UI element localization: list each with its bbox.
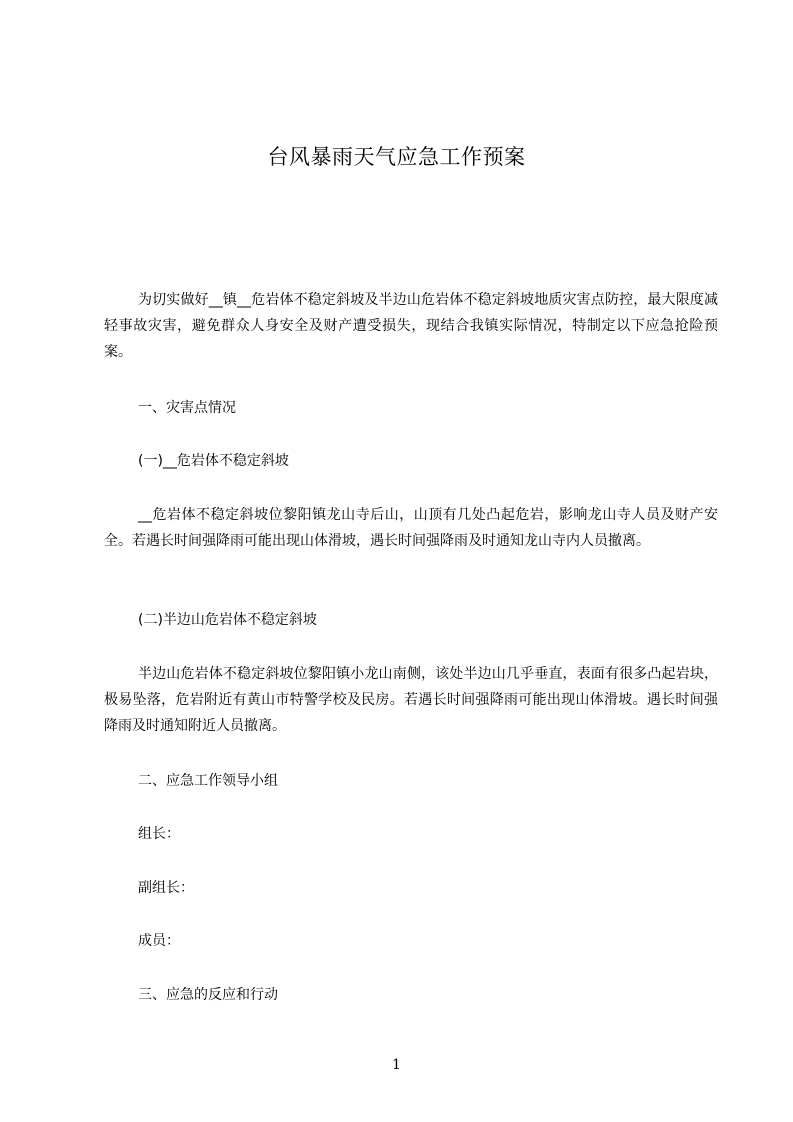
group-leader-line: 组长：: [138, 826, 180, 842]
site-1-description: __危岩体不稳定斜坡位黎阳镇龙山寺后山，山顶有几处凸起危岩，影响龙山寺人员及财产安全。若遇长时间强降雨可能出现山体滑坡，遇长时间强降雨及时通知龙山寺内人员撤离。: [104, 507, 718, 549]
section-heading-emergency-response: 三、应急的反应和行动: [138, 987, 278, 1003]
section-heading-leadership-group: 二、应急工作领导小组: [138, 773, 278, 789]
document-title: 台风暴雨天气应急工作预案: [267, 145, 526, 169]
site-2-description: 半边山危岩体不稳定斜坡位黎阳镇小龙山南侧，该处半边山几乎垂直，表面有很多凸起岩块，极易坠落，危岩附近有黄山市特警学校及民房。若遇长时间强降雨可能出现山体滑坡。遇长时间强降雨及时通知附近人员撤离。: [104, 666, 718, 734]
section-heading-disaster-sites: 一、灾害点情况: [138, 400, 236, 416]
subsection-heading-site-2: (二)半边山危岩体不稳定斜坡: [138, 612, 317, 628]
intro-paragraph: 为切实做好__镇__危岩体不稳定斜坡及半边山危岩体不稳定斜坡地质灾害点防控，最大限度减轻事故灾害，避免群众人身安全及财产遭受损失，现结合我镇实际情况，特制定以下应急抢险预案。: [104, 292, 718, 360]
subsection-heading-site-1: (一)__危岩体不稳定斜坡: [138, 453, 289, 469]
deputy-leader-line: 副组长：: [138, 880, 194, 896]
members-line: 成员：: [138, 933, 180, 949]
page-number: 1: [392, 1057, 401, 1073]
